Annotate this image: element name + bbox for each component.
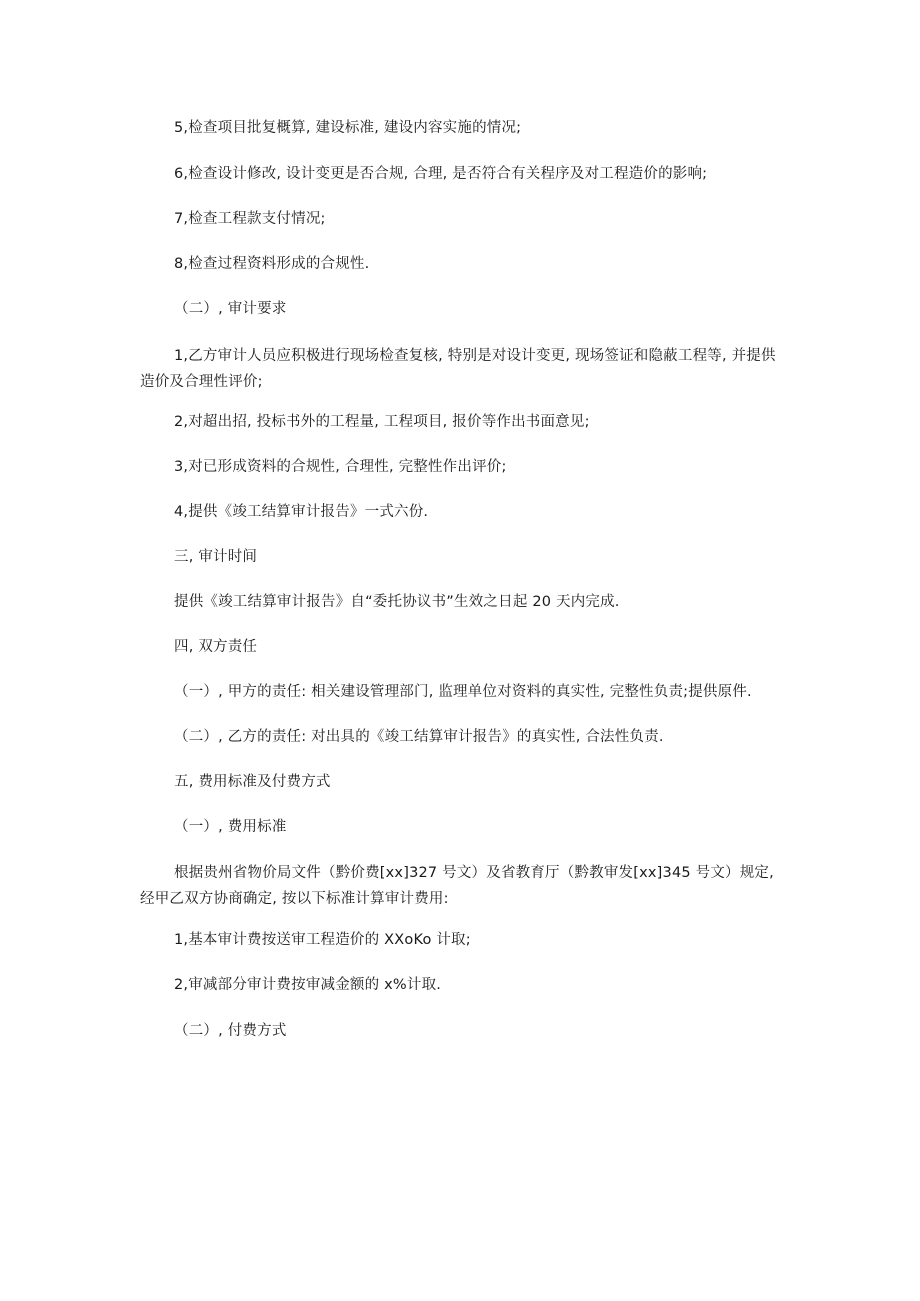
subsection-heading-fee-standard: （一）, 费用标准 <box>174 819 287 835</box>
section-heading-audit-time: 三, 审计时间 <box>174 549 258 565</box>
paragraph-fee-basis: 根据贵州省物价局文件（黔价费[xx]327 号文）及省教育厅（黔教审发[xx]345 号文）规定, 经甲乙双方协商确定, 按以下标准计算审计费用: <box>140 865 774 907</box>
paragraph-requirement-3: 3,对已形成资料的合规性, 合理性, 完整性作出评价; <box>174 459 507 475</box>
paragraph-item-5: 5,检查项目批复概算, 建设标准, 建设内容实施的情况; <box>174 120 522 136</box>
paragraph-requirement-1: 1,乙方审计人员应积极进行现场检查复核, 特别是对设计变更, 现场签证和隐蔽工程等, 并提供造价及合理性评价; <box>140 348 776 390</box>
paragraph-party-b-responsibility: （二）, 乙方的责任: 对出具的《竣工结算审计报告》的真实性, 合法性负责. <box>174 729 664 745</box>
paragraph-requirement-4: 4,提供《竣工结算审计报告》一式六份. <box>174 504 429 520</box>
section-heading-fees: 五, 费用标准及付费方式 <box>174 774 331 790</box>
paragraph-requirement-2: 2,对超出招, 投标书外的工程量, 工程项目, 报价等作出书面意见; <box>174 414 590 430</box>
paragraph-audit-time: 提供《竣工结算审计报告》自“委托协议书”生效之日起 20 天内完成. <box>174 594 620 610</box>
paragraph-fee-reduction: 2,审减部分审计费按审减金额的 x%计取. <box>174 977 442 993</box>
paragraph-item-6: 6,检查设计修改, 设计变更是否合规, 合理, 是否符合有关程序及对工程造价的影响; <box>174 166 708 182</box>
subsection-heading-audit-requirements: （二）, 审计要求 <box>174 301 287 317</box>
paragraph-item-8: 8,检查过程资料形成的合规性. <box>174 256 370 272</box>
paragraph-item-7: 7,检查工程款支付情况; <box>174 211 326 227</box>
section-heading-responsibilities: 四, 双方责任 <box>174 639 258 655</box>
paragraph-fee-basic: 1,基本审计费按送审工程造价的 XXoKo 计取; <box>174 932 471 948</box>
paragraph-party-a-responsibility: （一）, 甲方的责任: 相关建设管理部门, 监理单位对资料的真实性, 完整性负责;提供原件. <box>174 684 752 700</box>
subsection-heading-payment-method: （二）, 付费方式 <box>174 1023 287 1039</box>
